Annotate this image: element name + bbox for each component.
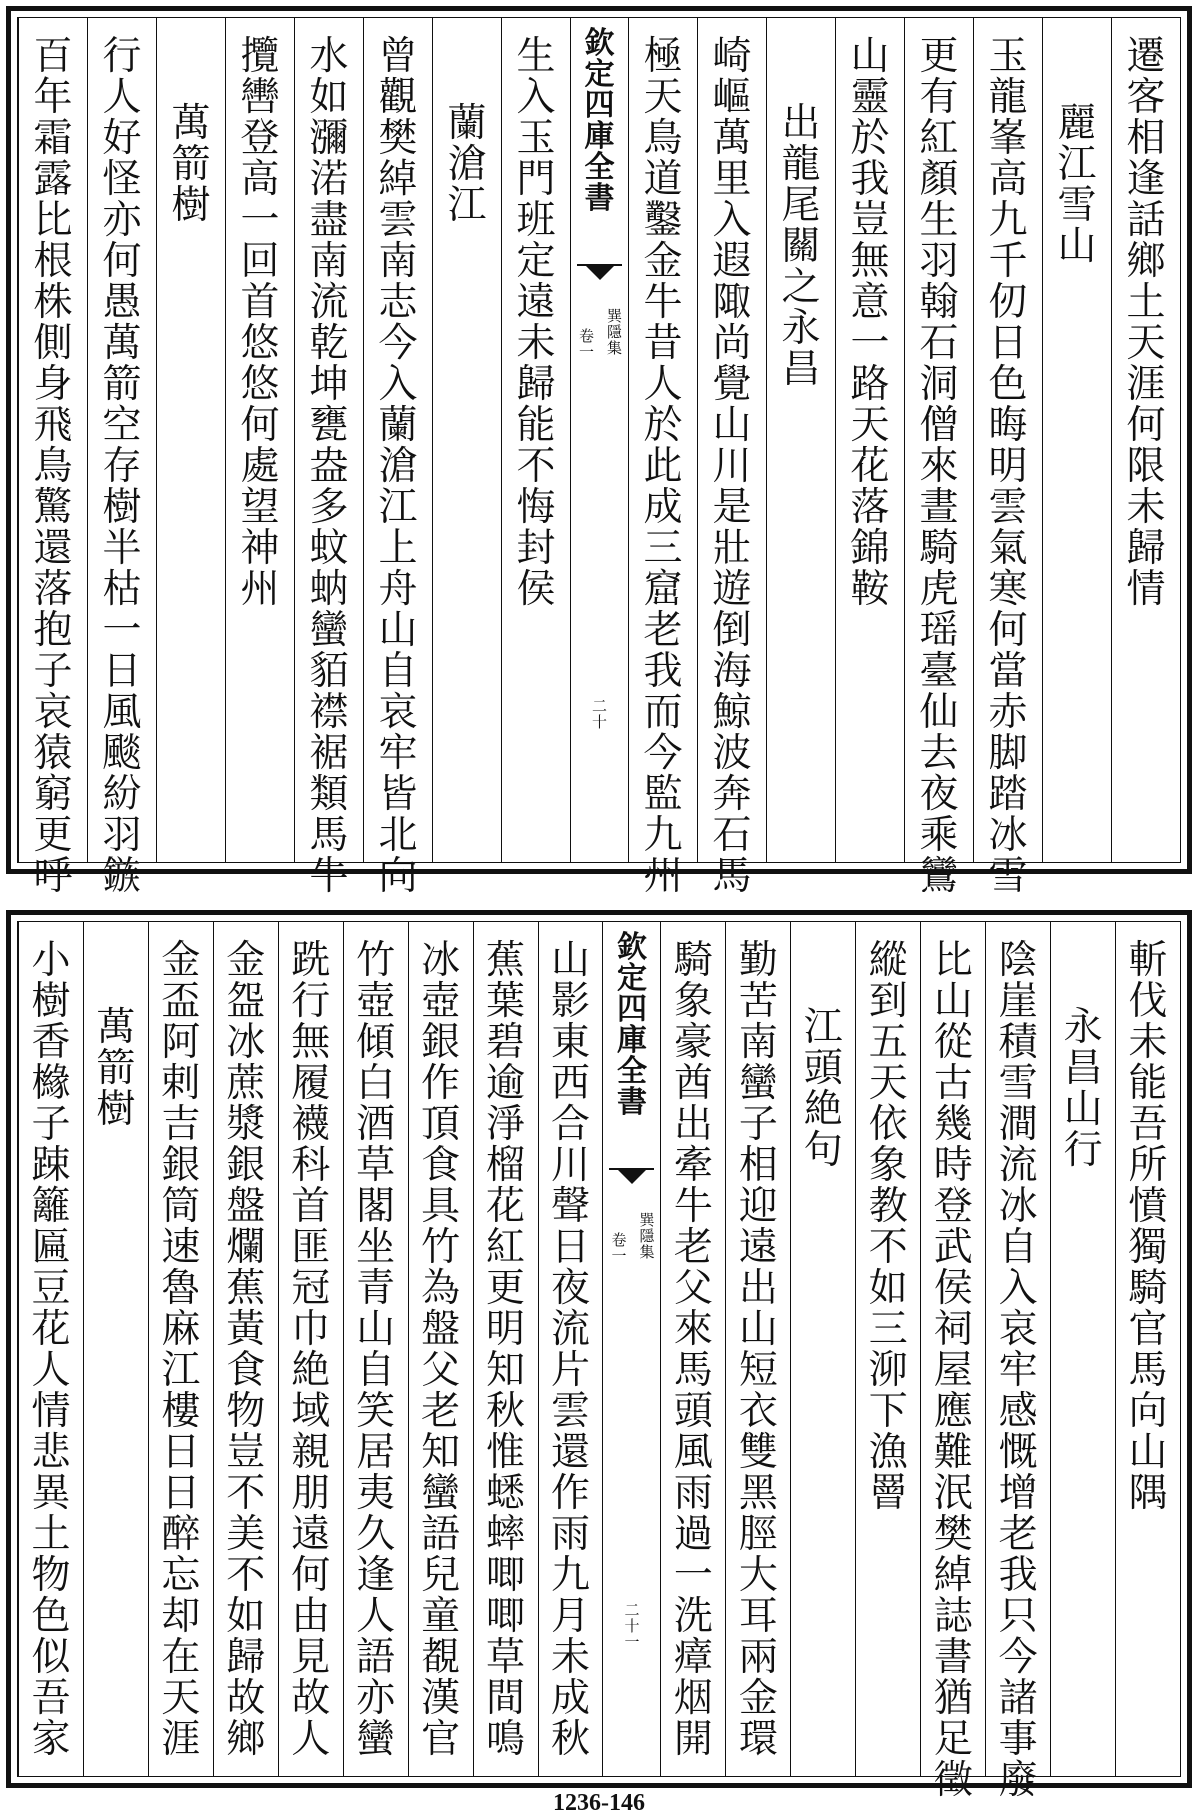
poem-title-column [83,922,148,1776]
top-page-center-margin [570,18,628,862]
fishtail-mark [577,264,622,292]
poem-title: 江 頭 絶 句 [803,1005,843,1173]
verse-line: 縱 到 五 天 依 象 教 不 如 三 泖 下 漁 罾 [868,938,908,1516]
text-column [278,922,343,1776]
text-column [1115,922,1180,1776]
poem-title-column [1042,18,1111,862]
page-number: 二 十 一 [624,1601,640,1651]
text-column [855,922,920,1776]
verse-line: 金 盃 阿 剌 吉 銀 筒 速 魯 麻 江 樓 日 日 醉 忘 却 在 天 涯 [161,938,201,1762]
verse-line: 勤 苦 南 蠻 子 相 迎 遠 出 山 短 衣 雙 黑 脛 大 耳 兩 金 環 [738,938,778,1762]
verse-line: 陰 崖 積 雪 澗 流 冰 自 入 哀 牢 感 慨 增 老 我 只 今 諸 事 廢 [998,938,1038,1803]
text-column [18,18,87,899]
verse-line: 遷 客 相 逢 話 鄉 土 天 涯 何 限 未 歸 情 [1126,34,1166,612]
text-column [213,922,278,1776]
top-page [6,6,1192,899]
verse-line: 崎 嶇 萬 里 入 遐 陬 尚 覺 山 川 是 壯 遊 倒 海 鯨 波 奔 石 馬 [712,34,752,899]
text-column [904,18,973,899]
poem-title: 蘭 滄 江 [447,101,487,228]
verse-line: 玉 龍 峯 高 九 千 仞 日 色 晦 明 雲 氣 寒 何 當 赤 脚 踏 冰 雪 [988,34,1028,899]
text-column [294,18,363,899]
page-number: 二 十 [591,697,608,731]
volume-label: 卷 一 [579,327,595,361]
text-column [835,18,904,862]
page-footer-number: 1236-146 [553,1790,645,1816]
verse-line: 騎 象 豪 酋 出 牽 牛 老 父 來 馬 頭 風 雨 過 一 洗 瘴 烟 開 [673,938,713,1762]
text-column [148,922,213,1776]
text-column [343,922,408,1776]
book-name: 巽 隱 集 [639,1211,655,1261]
verse-line: 跣 行 無 履 襪 科 首 匪 冠 巾 絶 域 親 朋 遠 何 由 見 故 人 [291,938,331,1762]
poem-title-column [766,18,835,862]
bottom-page-center-margin [602,922,660,1776]
text-column [920,922,985,1803]
text-column [697,18,766,899]
poem-title: 萬 箭 樹 [96,1005,136,1132]
text-column [985,922,1050,1803]
verse-line: 極 天 鳥 道 鑿 金 牛 昔 人 於 此 成 三 窟 老 我 而 今 監 九 州 [643,34,683,899]
book-header-title: 欽 定 四 庫 全 書 [616,930,647,1120]
book-name: 巽 隱 集 [606,307,622,357]
verse-line: 比 山 從 古 幾 時 登 武 侯 祠 屋 應 難 泯 樊 綽 誌 書 猶 足 徵 [933,938,973,1803]
verse-line: 攬 轡 登 高 一 回 首 悠 悠 何 處 望 神 州 [240,34,280,612]
text-column [18,922,83,1776]
verse-line: 金 盌 冰 蔗 漿 銀 盤 爛 蕉 黃 食 物 豈 不 美 不 如 歸 故 鄉 [226,938,266,1762]
poem-title: 出 龍 尾 關 之 永 昌 [781,101,821,392]
poem-title-column [156,18,225,862]
text-column [1111,18,1180,862]
verse-line: 竹 壺 傾 白 酒 草 閣 坐 青 山 自 笑 居 夷 久 逢 人 語 亦 蠻 [356,938,396,1762]
text-column [973,18,1042,899]
text-column [87,18,156,899]
text-column [538,922,603,1776]
verse-line: 山 靈 於 我 豈 無 意 一 路 天 花 落 錦 鞍 [850,34,890,612]
poem-title-column [790,922,855,1776]
text-column [628,18,697,899]
volume-label: 卷 一 [611,1231,627,1265]
text-column [501,18,570,862]
verse-line: 冰 壺 銀 作 頂 食 具 竹 為 盤 父 老 知 蠻 語 兒 童 覩 漢 官 [421,938,461,1762]
top-page-frame [17,17,1181,899]
poem-title: 麗 江 雪 山 [1057,101,1097,269]
book-header-title: 欽 定 四 庫 全 書 [584,26,615,216]
verse-line: 小 樹 香 櫞 子 踈 籬 匾 豆 花 人 情 悲 異 土 物 色 似 吾 家 [31,938,71,1762]
poem-title-column [432,18,501,862]
text-column [408,922,473,1776]
text-column [473,922,538,1776]
verse-line: 百 年 霜 露 比 根 株 側 身 飛 鳥 驚 還 落 抱 子 哀 猿 窮 更 呼 [33,34,73,899]
verse-line: 更 有 紅 顏 生 羽 翰 石 洞 僧 來 晝 騎 虎 瑶 臺 仙 去 夜 乘 鸞 [919,34,959,899]
poem-title: 萬 箭 樹 [171,101,211,228]
text-column [725,922,790,1776]
verse-line: 斬 伐 未 能 吾 所 憤 獨 騎 官 馬 向 山 隅 [1128,938,1168,1516]
verse-line: 蕉 葉 碧 逾 淨 榴 花 紅 更 明 知 秋 惟 蟋 蟀 唧 唧 草 間 鳴 [486,938,526,1762]
verse-line: 生 入 玉 門 班 定 遠 未 歸 能 不 悔 封 侯 [516,34,556,612]
verse-line: 山 影 東 西 合 川 聲 日 夜 流 片 雲 還 作 雨 九 月 未 成 秋 [550,938,590,1762]
text-column [363,18,432,899]
verse-line: 行 人 好 怪 亦 何 愚 萬 箭 空 存 樹 半 枯 一 日 風 颷 紛 羽 鏃 [102,34,142,899]
verse-line: 曾 觀 樊 綽 雲 南 志 今 入 蘭 滄 江 上 舟 山 自 哀 牢 皆 北 向 [378,34,418,899]
fishtail-mark [609,1168,654,1196]
verse-line: 水 如 瀰 渃 盡 南 流 乾 坤 甕 盎 多 蚊 蚋 蠻 貊 襟 裾 類 馬 牛 [309,34,349,899]
text-column [660,922,725,1776]
text-column [225,18,294,862]
poem-title: 永 昌 山 行 [1063,1005,1103,1173]
poem-title-column [1050,922,1115,1776]
